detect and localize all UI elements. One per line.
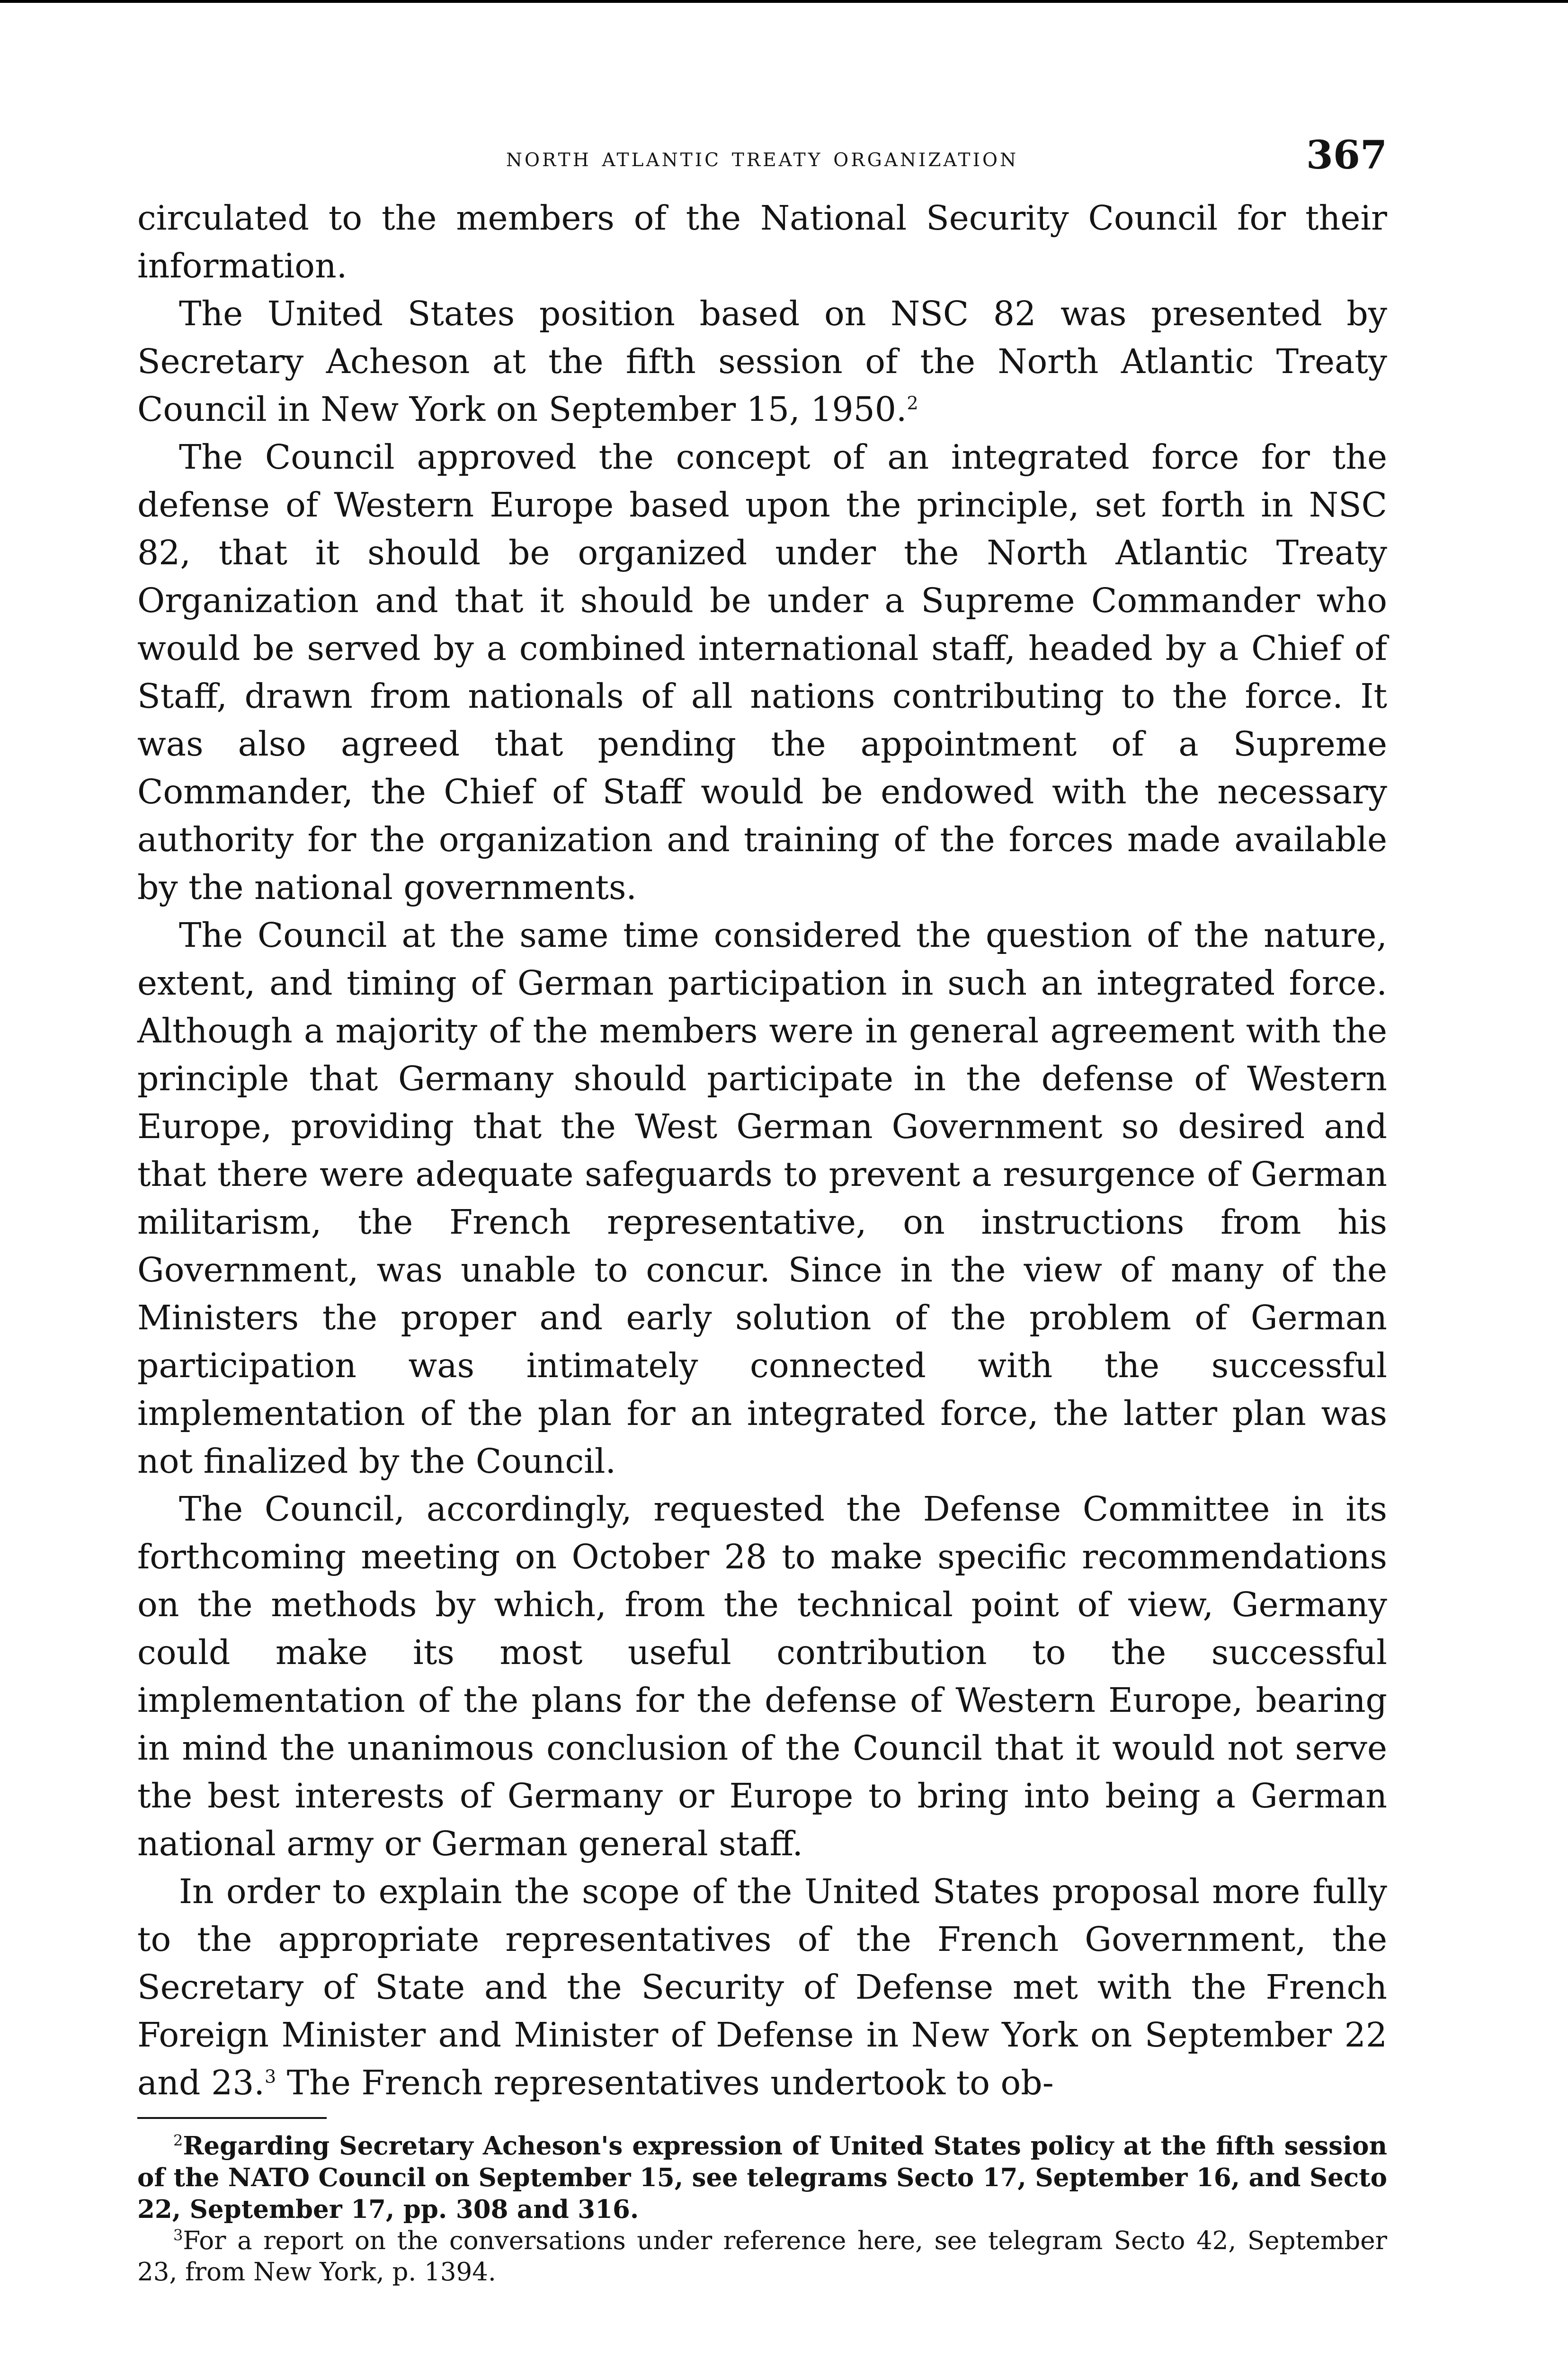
footnote-text: Regarding Secretary Acheson's expression of United States policy at the fifth session of the NATO Council on September 15, see telegrams Secto 17, September 16, and Secto 22, September 17, pp. 308 and 316. <box>137 2131 1387 2224</box>
running-title: north atlantic treaty organization <box>506 142 1019 173</box>
paragraph-text: In order to explain the scope of the United States proposal more fully to the appropriate representatives of the French Government, the Secretary of State and the Security of Defense met with the French Foreign Minister and Minister of Defense in New York on September 22 and 23. <box>137 1872 1387 2102</box>
footnotes <box>137 2130 1387 2288</box>
paragraph-continued: circulated to the members of the National Security Council for their information. <box>137 198 1387 285</box>
paragraph: The Council at the same time considered the question of the nature, extent, and timing of German participation in such an integrated force. Although a majority of the members were in general agreement with the principle that Germany should participate in the defense of Western Europe, providing that the West German Government so desired and that there were adequate safeguards to prevent a resurgence of German militarism, the French representative, on instructions from his Government, was unable to concur. Since in the view of many of the Ministers the proper and early solution of the problem of German participation was intimately connected with the successful implementation of the plan for an integrated force, the latter plan was not finalized by the Council. <box>137 916 1387 1481</box>
paragraph-text: The United States position based on NSC 82 was presented by Secretary Acheson at the fifth session of the North Atlantic Treaty Council in New York on September 15, 1950. <box>137 294 1387 429</box>
footnote-reference: 3 <box>265 2066 276 2087</box>
footnote <box>137 2130 1387 2225</box>
page-number: 367 <box>1306 133 1387 178</box>
paragraph: The Council, accordingly, requested the Defense Committee in its forthcoming meeting on October 28 to make specific recommendations on the methods by which, from the technical point of view, Germany could make its most useful contribution to the successful implementation of the plans for the defense of Western Europe, bearing in mind the unanimous conclusion of the Council that it would not serve the best interests of Germany or Europe to bring into being a German national army or German general staff. <box>137 1489 1387 1863</box>
footnote-divider <box>137 2117 327 2119</box>
running-header <box>137 133 1387 194</box>
footnote-text: For a report on the conversations under reference here, see telegram Secto 42, September 23, from New York, p. 1394. <box>137 2226 1387 2287</box>
footnote-marker: 3 <box>173 2226 183 2244</box>
paragraph-text-tail: The French representatives undertook to ob- <box>286 2063 1054 2102</box>
paragraph <box>137 1868 1387 2107</box>
footnote-marker: 2 <box>173 2131 183 2150</box>
body-text <box>137 194 1387 2107</box>
document-page <box>137 133 1387 2288</box>
footnote-reference: 2 <box>907 392 918 414</box>
footnote <box>137 2225 1387 2288</box>
paragraph <box>137 290 1387 433</box>
scan-top-edge <box>0 0 1568 3</box>
paragraph: The Council approved the concept of an integrated force for the defense of Western Europe based upon the principle, set forth in NSC 82, that it should be organized under the North Atlantic Treaty Organization and that it should be under a Supreme Commander who would be served by a combined international staff, headed by a Chief of Staff, drawn from nationals of all nations contributing to the force. It was also agreed that pending the appointment of a Supreme Commander, the Chief of Staff would be endowed with the necessary authority for the organization and training of the forces made available by the national governments. <box>137 437 1387 907</box>
